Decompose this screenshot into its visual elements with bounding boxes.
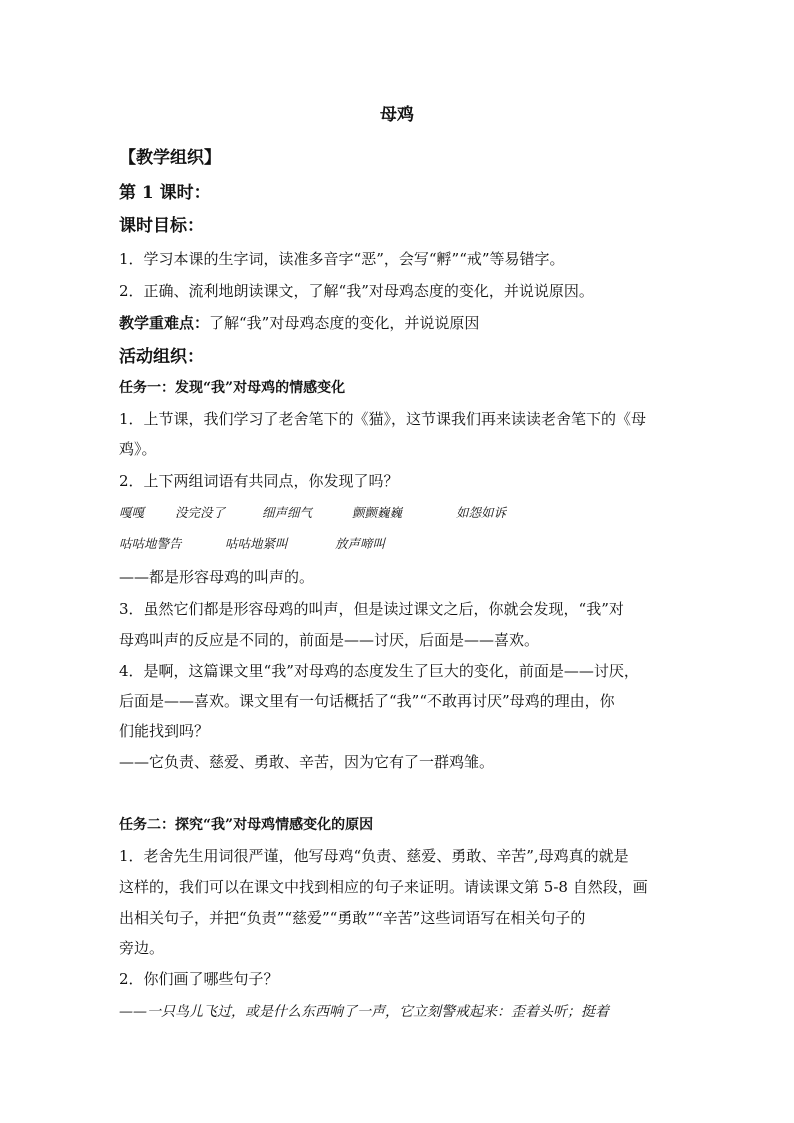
goal-item: 1．学习本课的生字词，读准多音字“恶”，会写“孵”“戒”等易错字。	[119, 250, 565, 268]
task2-title: 任务二：探究“我”对母鸡情感变化的原因	[119, 817, 374, 833]
section-heading: 【教学组织】	[119, 148, 221, 168]
task2-paragraph: 1．老舍先生用词很严谨，他写母鸡“负责、慈爱、勇敢、辛苦”,母鸡真的就是	[119, 847, 629, 865]
task1-paragraph: 3．虽然它们都是形容母鸡的叫声，但是读过课文之后，你就会发现，“我”对	[119, 600, 624, 618]
task1-paragraph: 们能找到吗？	[119, 722, 210, 740]
key-points-label: 教学重难点：	[119, 314, 210, 332]
goal-item: 2．正确、流利地朗读课文，了解“我”对母鸡态度的变化，并说说原因。	[119, 282, 594, 300]
task1-answer: ——它负责、慈爱、勇敢、辛苦，因为它有了一群鸡雏。	[119, 753, 495, 771]
task1-answer: ——都是形容母鸡的叫声的。	[119, 568, 315, 586]
task2-paragraph: 这样的，我们可以在课文中找到相应的句子来证明。请读课文第 5-8 自然段，画	[119, 878, 648, 896]
task1-paragraph: 2．上下两组词语有共同点，你发现了吗？	[119, 472, 399, 490]
word: 如怨如诉	[456, 505, 507, 520]
word: 咕咕地紧叫	[225, 536, 288, 551]
task1-paragraph: 母鸡叫声的反应是不同的，前面是——讨厌，后面是——喜欢。	[119, 631, 540, 649]
goals-heading: 课时目标：	[119, 216, 204, 236]
task1-title: 任务一：发现“我”对母鸡的情感变化	[119, 380, 346, 396]
key-points-text: 了解“我”对母鸡态度的变化，并说说原因	[209, 314, 480, 332]
word: 咕咕地警告	[119, 536, 182, 551]
task2-paragraph: 2．你们画了哪些句子？	[119, 970, 279, 988]
word: 没完没了	[175, 505, 226, 520]
task1-paragraph: 4．是啊，这篇课文里“我”对母鸡的态度发生了巨大的变化，前面是——讨厌，	[119, 662, 639, 680]
lesson-heading: 第 1 课时：	[119, 183, 211, 203]
task2-paragraph: 出相关句子，并把“负责”“慈爱”“勇敢”“辛苦”这些词语写在相关句子的	[119, 909, 586, 927]
task1-paragraph: 后面是——喜欢。课文里有一句话概括了“我”“不敢再讨厌”母鸡的理由，你	[119, 692, 615, 710]
document-title: 母鸡	[380, 105, 414, 125]
key-points	[119, 312, 479, 333]
word-row	[119, 503, 506, 521]
task2-answer: ——一只鸟儿飞过，或是什么东西响了一声，它立刻警戒起来：歪着头听；挺着	[119, 1004, 609, 1020]
task2-paragraph: 旁边。	[119, 939, 165, 957]
activities-heading: 活动组织：	[119, 347, 204, 367]
word-row	[119, 534, 385, 552]
word: 嘎嘎	[119, 505, 145, 520]
word: 放声啼叫	[335, 536, 386, 551]
task1-paragraph: 鸡》。	[119, 440, 157, 458]
task1-paragraph: 1．上节课，我们学习了老舍笔下的《猫》，这节课我们再来读读老舍笔下的《母	[119, 410, 647, 428]
word: 颤颤巍巍	[352, 505, 403, 520]
word: 细声细气	[262, 505, 313, 520]
